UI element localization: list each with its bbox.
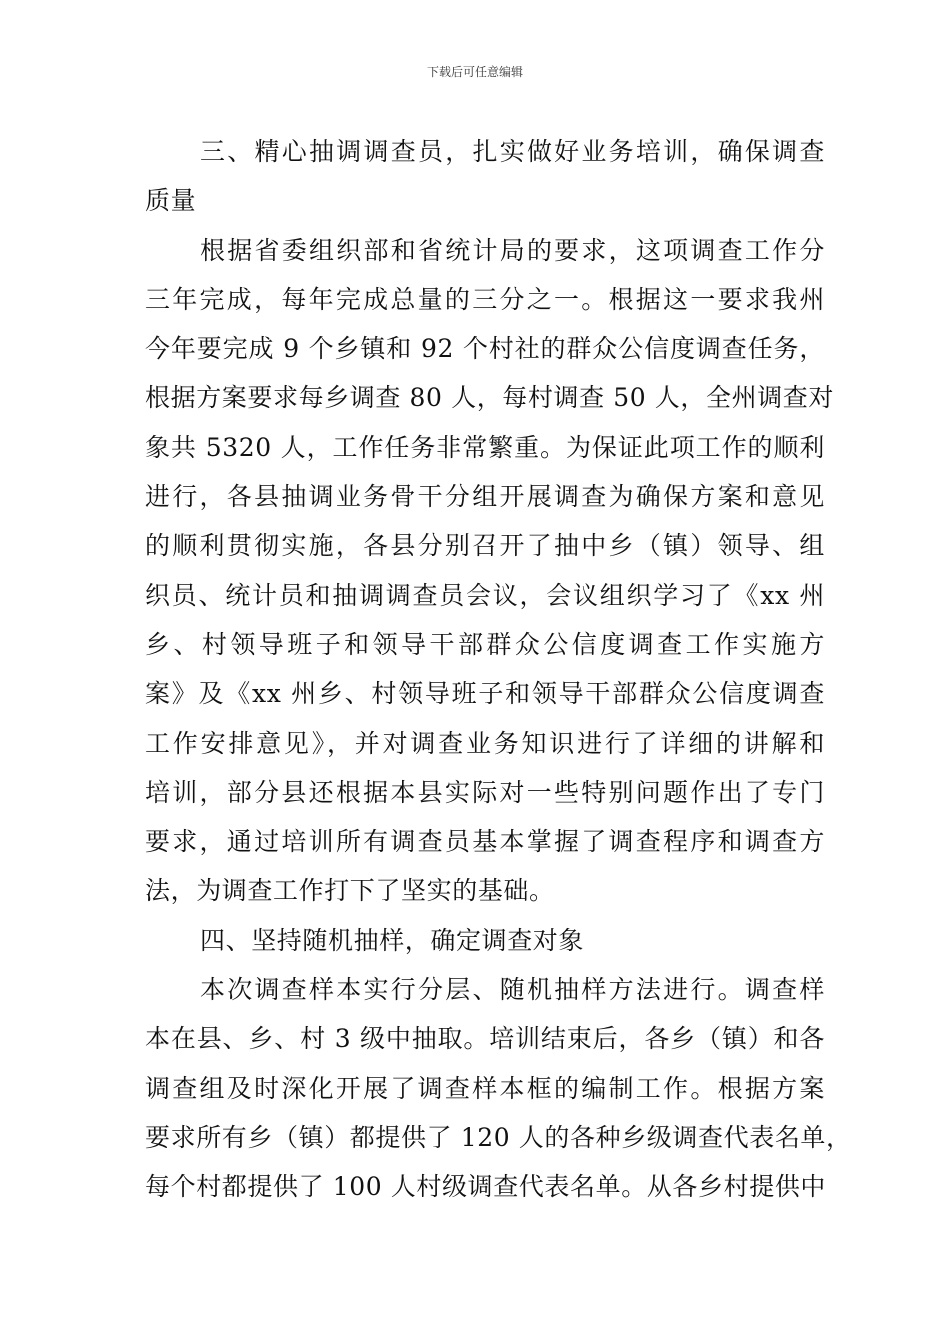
text-line: 本次调查样本实行分层、随机抽样方法进行。调查样 [200, 975, 825, 1005]
text-line: 本在县、乡、村 3 级中抽取。培训结束后，各乡（镇）和各 [145, 1024, 825, 1054]
text-line: 进行，各县抽调业务骨干分组开展调查为确保方案和意见 [145, 482, 825, 512]
text-line: 案》及《xx 州乡、村领导班子和领导干部群众公信度调查 [145, 679, 825, 709]
text-line: 三年完成，每年完成总量的三分之一。根据这一要求我州 [145, 284, 825, 314]
text-line: 质量 [145, 186, 197, 216]
text-line: 今年要完成 9 个乡镇和 92 个村社的群众公信度调查任务， [145, 334, 825, 364]
text-line: 三、精心抽调调查员，扎实做好业务培训，确保调查 [200, 137, 825, 166]
text-line: 要求所有乡（镇）都提供了 120 人的各种乡级调查代表名单， [145, 1122, 852, 1152]
text-line: 根据省委组织部和省统计局的要求，这项调查工作分 [200, 235, 825, 265]
text-line: 要求，通过培训所有调查员基本掌握了调查程序和调查方 [145, 827, 825, 857]
text-line: 织员、统计员和抽调调查员会议，会议组织学习了《xx 州 [145, 580, 825, 610]
document-body [145, 127, 852, 1212]
text-line: 象共 5320 人，工作任务非常繁重。为保证此项工作的顺利 [145, 432, 825, 462]
page-header: 下载后可任意编辑 [426, 65, 523, 79]
text-line: 法，为调查工作打下了坚实的基础。 [145, 876, 555, 906]
text-line: 根据方案要求每乡调查 80 人，每村调查 50 人，全州调查对 [145, 383, 835, 413]
text-line: 工作安排意见》，并对调查业务知识进行了详细的讲解和 [145, 728, 825, 758]
text-line: 的顺利贯彻实施，各县分别召开了抽中乡（镇）领导、组 [145, 531, 825, 561]
text-line: 每个村都提供了 100 人村级调查代表名单。从各乡村提供中 [145, 1172, 827, 1202]
text-line: 调查组及时深化开展了调查样本框的编制工作。根据方案 [145, 1073, 825, 1103]
text-line: 四、坚持随机抽样，确定调查对象 [200, 925, 585, 955]
text-line: 乡、村领导班子和领导干部群众公信度调查工作实施方 [145, 629, 825, 659]
text-line: 培训，部分县还根据本县实际对一些特别问题作出了专门 [145, 777, 825, 807]
